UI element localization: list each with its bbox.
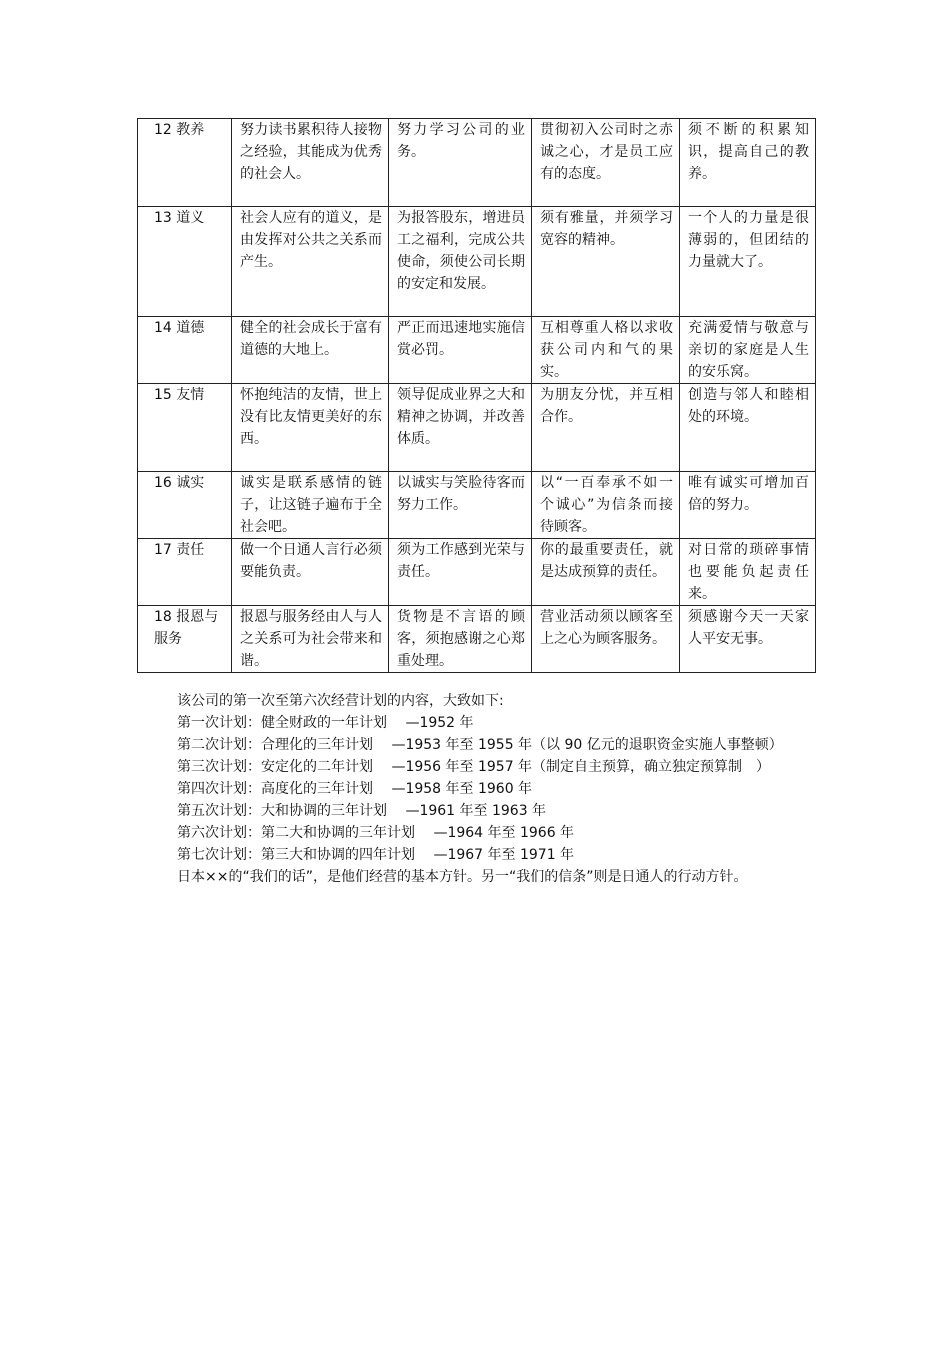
plan-list — [143, 712, 815, 866]
table-cell: 报恩与服务经由人与人之关系可为社会带来和谐。 — [232, 606, 389, 673]
table-cell: 努力读书累积待人接物之经验，其能成为优秀的社会人。 — [232, 119, 389, 207]
table-cell: 货物是不言语的顾客，须抱感谢之心郑重处理。 — [389, 606, 532, 673]
plan-line: 第七次计划：第三大和协调的四年计划 —1967 年至 1971 年 — [177, 847, 575, 863]
row-label: 18 报恩与服务 — [138, 606, 232, 673]
table-cell: 为报答股东，增进员工之福利，完成公共使命，须使公司长期的安定和发展。 — [389, 207, 532, 317]
table-cell: 社会人应有的道义，是由发挥对公共之关系而产生。 — [232, 207, 389, 317]
table-row — [138, 384, 816, 472]
table-cell: 创造与邻人和睦相处的环境。 — [680, 384, 816, 472]
plan-line: 第四次计划：高度化的三年计划 —1958 年至 1960 年 — [177, 781, 533, 797]
table-cell: 健全的社会成长于富有道德的大地上。 — [232, 317, 389, 384]
table-cell: 为朋友分忧，并互相合作。 — [532, 384, 680, 472]
table-row — [138, 119, 816, 207]
plan-line: 第三次计划：安定化的二年计划 —1956 年至 1957 年（制定自主预算，确立独定预算制 ） — [177, 759, 771, 775]
row-label: 15 友情 — [138, 384, 232, 472]
table-cell: 须有雅量，并须学习宽容的精神。 — [532, 207, 680, 317]
table-cell: 营业活动须以顾客至上之心为顾客服务。 — [532, 606, 680, 673]
table-cell: 领导促成业界之大和精神之协调，并改善体质。 — [389, 384, 532, 472]
table-cell: 对日常的琐碎事情也要能负起责任来。 — [680, 539, 816, 606]
table-cell: 诚实是联系感情的链子，让这链子遍布于全社会吧。 — [232, 472, 389, 539]
table-cell: 做一个日通人言行必须要能负责。 — [232, 539, 389, 606]
table-cell: 唯有诚实可增加百倍的努力。 — [680, 472, 816, 539]
closing-paragraph: 日本××的“我们的话”，是他们经营的基本方针。另一“我们的信条”则是日通人的行动方针。 — [177, 869, 748, 885]
table-cell: 以“一百奉承不如一个诚心”为信条而接待顾客。 — [532, 472, 680, 539]
row-label: 12 教养 — [138, 119, 232, 207]
table-row — [138, 606, 816, 673]
row-label: 14 道德 — [138, 317, 232, 384]
row-label: 17 责任 — [138, 539, 232, 606]
table-cell: 贯彻初入公司时之赤诚之心，才是员工应有的态度。 — [532, 119, 680, 207]
table-row — [138, 317, 816, 384]
plan-line: 第二次计划：合理化的三年计划 —1953 年至 1955 年（以 90 亿元的退职资金实施人事整顿） — [177, 737, 783, 753]
plan-line: 第一次计划：健全财政的一年计划 —1952 年 — [177, 715, 474, 731]
plan-line: 第五次计划：大和协调的三年计划 —1961 年至 1963 年 — [177, 803, 547, 819]
table-cell: 充满爱情与敬意与亲切的家庭是人生的安乐窝。 — [680, 317, 816, 384]
values-table-body — [138, 119, 816, 673]
table-cell: 须不断的积累知识，提高自己的教养。 — [680, 119, 816, 207]
table-row — [138, 472, 816, 539]
plan-line: 第六次计划：第二大和协调的三年计划 —1964 年至 1966 年 — [177, 825, 575, 841]
table-row — [138, 539, 816, 606]
table-cell: 以诚实与笑脸待客而努力工作。 — [389, 472, 532, 539]
values-table — [137, 118, 816, 673]
plan-text — [143, 690, 815, 888]
row-label: 16 诚实 — [138, 472, 232, 539]
intro-paragraph: 该公司的第一次至第六次经营计划的内容，大致如下: — [177, 693, 504, 709]
table-cell: 须感谢今天一天家人平安无事。 — [680, 606, 816, 673]
table-cell: 严正而迅速地实施信赏必罚。 — [389, 317, 532, 384]
table-cell: 互相尊重人格以求收获公司内和气的果实。 — [532, 317, 680, 384]
table-cell: 你的最重要责任，就是达成预算的责任。 — [532, 539, 680, 606]
table-row — [138, 207, 816, 317]
table-cell: 努力学习公司的业务。 — [389, 119, 532, 207]
table-cell: 一个人的力量是很薄弱的，但团结的力量就大了。 — [680, 207, 816, 317]
row-label: 13 道义 — [138, 207, 232, 317]
table-cell: 须为工作感到光荣与责任。 — [389, 539, 532, 606]
table-cell: 怀抱纯洁的友情，世上没有比友情更美好的东西。 — [232, 384, 389, 472]
